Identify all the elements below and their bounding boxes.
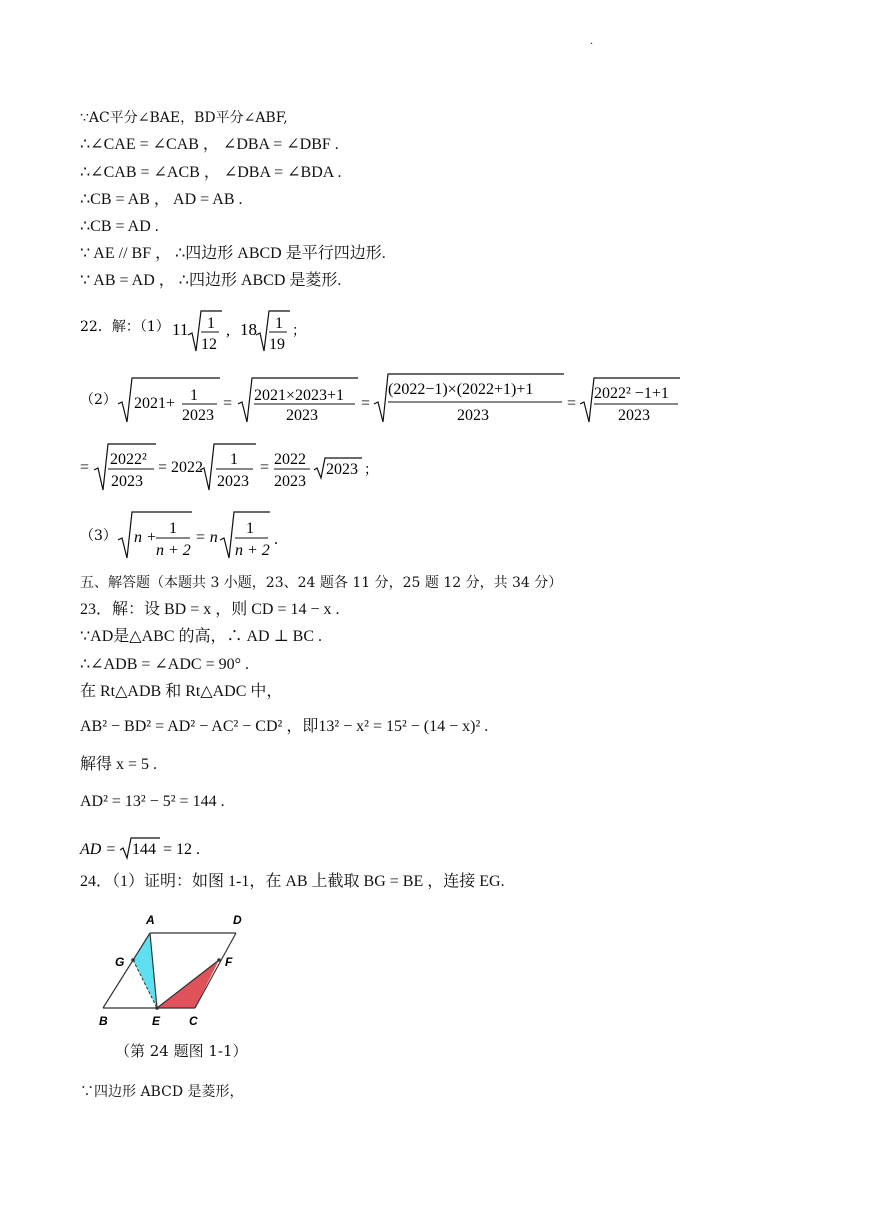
svg-text:2023: 2023 [274,473,306,490]
figure-24-1 [95,908,255,1033]
svg-text:2023: 2023 [217,473,249,490]
q23-line-8 [80,832,230,866]
label-A: A [146,913,155,927]
label-E: E [152,1014,161,1028]
svg-text:=: = [567,395,577,412]
q22-prefix: 22．解：（1） [80,319,170,335]
label-B: B [99,1014,108,1028]
proof-line-2: ∴∠CAE = ∠CAB ， ∠DBA = ∠DBF . [80,136,339,153]
proof-line-1: ∵AC平分∠BAE，BD平分∠ABF, [80,110,288,126]
svg-text:2023: 2023 [182,407,214,424]
svg-text:2022² −1+1: 2022² −1+1 [594,385,669,402]
q23-line-5: AB² − BD² = AD² − AC² − CD² ，即13² − x² = 15² − (14 − x)² . [80,718,489,735]
q22-b-int: 18 [240,320,257,339]
q22-part3 [80,508,300,564]
corner-mark: . [590,36,594,47]
q22-b-den: 19 [269,336,285,353]
svg-text:= n: = n [195,529,218,546]
q23-line-3: ∴∠ADB = ∠ADC = 90° . [80,656,249,673]
svg-text:2021×2023+1: 2021×2023+1 [254,387,345,404]
label-D: D [233,913,242,927]
svg-text:= 12 .: = 12 . [163,841,201,858]
svg-text:1: 1 [230,451,238,468]
q22-b-num: 1 [275,315,283,332]
svg-text:AD =: AD = [80,841,117,858]
svg-text:=: = [80,459,90,476]
proof-line-4: ∴CB = AB ， AD = AB . [80,191,243,208]
q22-a-int: 11 [172,320,189,339]
last-line: ∵四边形 ABCD 是菱形， [80,1084,244,1100]
proof-line-6: ∵ AE // BF ， ∴四边形 ABCD 是平行四边形. [80,245,386,262]
semicolon: ； [292,323,306,339]
svg-text:1: 1 [246,520,254,537]
svg-text:.: . [274,531,278,548]
q22-a-den: 12 [201,336,217,353]
svg-text:2023: 2023 [286,407,318,424]
label-C: C [189,1014,198,1028]
svg-text:(2022−1)×(2022+1)+1: (2022−1)×(2022+1)+1 [388,381,534,398]
svg-text:1: 1 [190,387,198,404]
svg-text:=: = [260,459,270,476]
q23-line-2: ∵AD是△ABC 的高，∴ AD ⊥ BC . [80,628,322,645]
section-five-heading: 五、解答题（本题共 3 小题，23、24 题各 11 分，25 题 12 分，共 34 分） [80,575,563,591]
figure-caption: （第 24 题图 1-1） [115,1042,248,1060]
q22-part2-line1 [80,370,690,426]
svg-text:= 2022: = 2022 [158,459,204,476]
proof-line-3: ∴∠CAB = ∠ACB ， ∠DBA = ∠BDA . [80,164,342,181]
q22-2-label: （2） [80,392,117,408]
q23-line-4: 在 Rt△ADB 和 Rt△ADC 中， [80,683,283,700]
q22-part2-line2 [80,440,400,496]
svg-text:=: = [223,395,233,412]
svg-text:=: = [361,395,371,412]
svg-text:n + 2: n + 2 [156,542,191,559]
q22-part1 [80,305,340,355]
svg-text:；: ； [364,462,378,478]
svg-text:144: 144 [132,841,156,858]
q22-3-label: （3） [80,528,117,544]
q23-line-7: AD² = 13² − 5² = 144 . [80,793,225,810]
label-F: F [225,955,233,969]
svg-text:2022²: 2022² [110,451,147,468]
svg-text:2023: 2023 [111,473,143,490]
label-G: G [115,955,125,969]
svg-text:1: 1 [169,520,177,537]
proof-line-7: ∵ AB = AD ， ∴四边形 ABCD 是菱形. [80,272,342,289]
proof-line-5: ∴CB = AD . [80,218,159,235]
svg-text:2023: 2023 [326,461,358,478]
svg-text:2021+: 2021+ [134,395,176,412]
q23-line-1: 23．解：设 BD = x ，则 CD = 14 − x . [80,601,340,618]
svg-text:2023: 2023 [618,407,650,424]
svg-text:n + 2: n + 2 [235,542,270,559]
q24-line-1: 24．（1）证明：如图 1-1，在 AB 上截取 BG = BE ，连接 EG. [80,873,505,890]
q22-a-num: 1 [207,315,215,332]
svg-text:n +: n + [134,529,157,546]
comma: , [226,322,230,339]
q23-line-6: 解得 x = 5 . [80,756,158,773]
svg-text:2022: 2022 [274,451,306,468]
svg-text:2023: 2023 [457,407,489,424]
